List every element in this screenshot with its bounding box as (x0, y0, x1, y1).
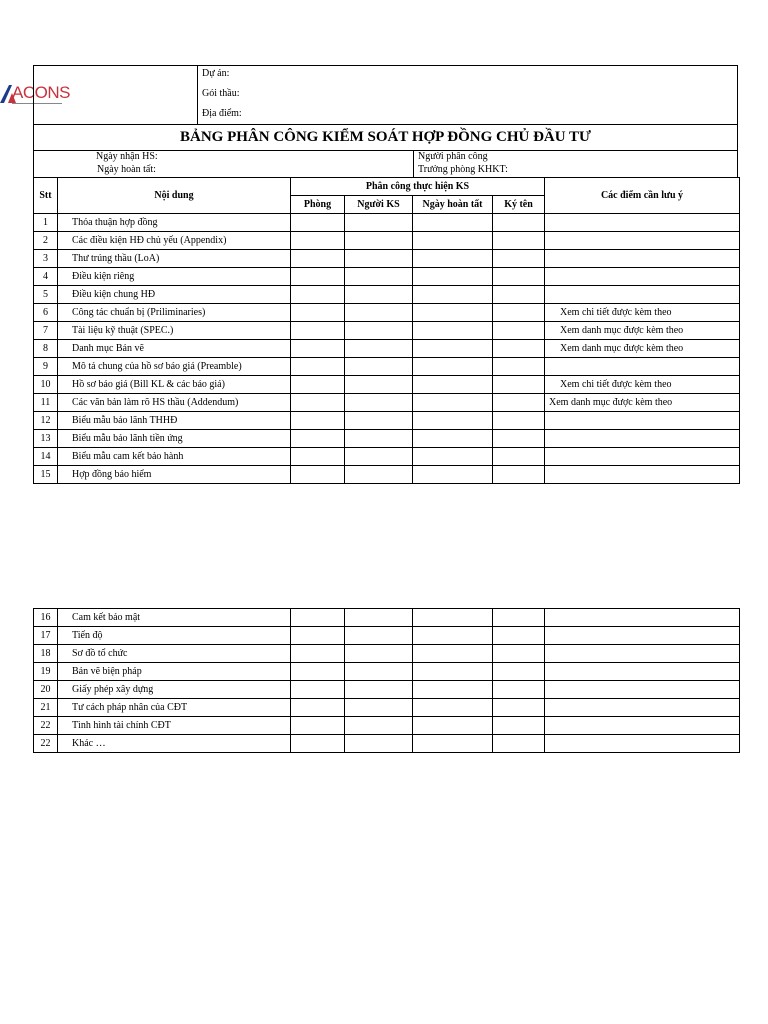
row-person-cell (345, 376, 413, 394)
row-signature-cell (493, 250, 545, 268)
row-signature-cell (493, 232, 545, 250)
row-department-cell (291, 663, 345, 681)
row-signature-cell (493, 394, 545, 412)
row-signature-cell (493, 645, 545, 663)
info-divider (413, 150, 414, 178)
row-stt: 17 (34, 627, 58, 645)
row-department-cell (291, 609, 345, 627)
table-row (34, 645, 740, 663)
row-department-cell (291, 358, 345, 376)
row-note (545, 717, 740, 735)
row-signature-cell (493, 430, 545, 448)
row-signature-cell (493, 214, 545, 232)
row-stt: 1 (34, 214, 58, 232)
row-stt: 16 (34, 609, 58, 627)
table-row (34, 232, 740, 250)
table-row (34, 430, 740, 448)
table-row (34, 448, 740, 466)
row-person-cell (345, 430, 413, 448)
row-content: Tài liệu kỹ thuật (SPEC.) (58, 322, 291, 340)
row-stt: 12 (34, 412, 58, 430)
row-note (545, 466, 740, 484)
project-label: Dự án: (202, 68, 230, 79)
row-person-cell (345, 627, 413, 645)
row-content: Các điều kiện HĐ chủ yếu (Appendix) (58, 232, 291, 250)
row-done-date-cell (413, 286, 493, 304)
row-person-cell (345, 214, 413, 232)
table-row (34, 340, 740, 358)
row-person-cell (345, 358, 413, 376)
row-note (545, 250, 740, 268)
row-stt: 22 (34, 735, 58, 753)
row-content: Mô tả chung của hồ sơ báo giá (Preamble) (58, 358, 291, 376)
row-department-cell (291, 250, 345, 268)
row-note (545, 430, 740, 448)
row-person-cell (345, 645, 413, 663)
row-department-cell (291, 627, 345, 645)
row-person-cell (345, 717, 413, 735)
row-person-cell (345, 609, 413, 627)
table-row (34, 214, 740, 232)
row-done-date-cell (413, 663, 493, 681)
row-stt: 2 (34, 232, 58, 250)
row-department-cell (291, 232, 345, 250)
row-stt: 3 (34, 250, 58, 268)
row-stt: 5 (34, 286, 58, 304)
department-head-label: Trưởng phòng KHKT: (418, 164, 508, 175)
row-stt: 7 (34, 322, 58, 340)
column-header-person: Người KS (345, 196, 413, 214)
row-done-date-cell (413, 322, 493, 340)
row-content: Cam kết bảo mật (58, 609, 291, 627)
table-row (34, 322, 740, 340)
row-done-date-cell (413, 376, 493, 394)
page-title: BẢNG PHÂN CÔNG KIỂM SOÁT HỢP ĐỒNG CHỦ ĐẦU TƯ (33, 124, 738, 151)
row-department-cell (291, 304, 345, 322)
row-person-cell (345, 394, 413, 412)
table-row (34, 681, 740, 699)
row-person-cell (345, 304, 413, 322)
row-stt: 22 (34, 717, 58, 735)
row-person-cell (345, 232, 413, 250)
row-done-date-cell (413, 358, 493, 376)
row-signature-cell (493, 286, 545, 304)
row-department-cell (291, 412, 345, 430)
row-content: Biểu mẫu cam kết bảo hành (58, 448, 291, 466)
row-person-cell (345, 340, 413, 358)
row-department-cell (291, 448, 345, 466)
row-done-date-cell (413, 466, 493, 484)
completed-date-label: Ngày hoàn tất: (97, 164, 156, 175)
table-row (34, 286, 740, 304)
row-content: Các văn bản làm rõ HS thầu (Addendum) (58, 394, 291, 412)
row-person-cell (345, 322, 413, 340)
row-note (545, 663, 740, 681)
package-label: Gói thầu: (202, 88, 240, 99)
row-content: Hồ sơ báo giá (Bill KL & các báo giá) (58, 376, 291, 394)
column-header-assignment: Phân công thực hiện KS (291, 178, 545, 196)
row-note: Xem chi tiết được kèm theo (545, 304, 740, 322)
table-row (34, 268, 740, 286)
row-note (545, 286, 740, 304)
row-content: Hợp đồng bảo hiểm (58, 466, 291, 484)
row-done-date-cell (413, 214, 493, 232)
row-done-date-cell (413, 735, 493, 753)
row-content: Biểu mẫu bảo lãnh tiền ứng (58, 430, 291, 448)
location-label: Địa điểm: (202, 108, 242, 119)
row-department-cell (291, 466, 345, 484)
row-note (545, 609, 740, 627)
column-header-signature: Ký tên (493, 196, 545, 214)
row-note (545, 645, 740, 663)
row-content: Công tác chuẩn bị (Priliminaries) (58, 304, 291, 322)
row-stt: 8 (34, 340, 58, 358)
row-note (545, 358, 740, 376)
header-box (33, 65, 738, 125)
header-divider (197, 65, 198, 125)
row-note (545, 681, 740, 699)
row-department-cell (291, 717, 345, 735)
row-done-date-cell (413, 645, 493, 663)
row-content: Tiến độ (58, 627, 291, 645)
row-department-cell (291, 699, 345, 717)
row-stt: 14 (34, 448, 58, 466)
row-department-cell (291, 681, 345, 699)
row-done-date-cell (413, 681, 493, 699)
row-content: Thỏa thuận hợp đồng (58, 214, 291, 232)
row-note (545, 412, 740, 430)
row-content: Tư cách pháp nhân của CĐT (58, 699, 291, 717)
row-content: Điều kiện chung HĐ (58, 286, 291, 304)
row-stt: 20 (34, 681, 58, 699)
row-stt: 13 (34, 430, 58, 448)
row-stt: 9 (34, 358, 58, 376)
row-done-date-cell (413, 394, 493, 412)
row-department-cell (291, 214, 345, 232)
row-department-cell (291, 286, 345, 304)
table-row (34, 304, 740, 322)
row-signature-cell (493, 412, 545, 430)
row-person-cell (345, 268, 413, 286)
row-signature-cell (493, 699, 545, 717)
row-signature-cell (493, 681, 545, 699)
row-stt: 21 (34, 699, 58, 717)
row-note: Xem chi tiết được kèm theo (545, 376, 740, 394)
row-department-cell (291, 394, 345, 412)
row-content: Thư trúng thầu (LoA) (58, 250, 291, 268)
row-signature-cell (493, 448, 545, 466)
received-date-label: Ngày nhận HS: (96, 151, 158, 162)
table-row (34, 663, 740, 681)
assignment-table-continued (33, 608, 740, 753)
row-note (545, 735, 740, 753)
row-done-date-cell (413, 304, 493, 322)
table-row (34, 376, 740, 394)
row-signature-cell (493, 717, 545, 735)
row-stt: 15 (34, 466, 58, 484)
row-note (545, 699, 740, 717)
table-row (34, 358, 740, 376)
row-done-date-cell (413, 340, 493, 358)
table-row (34, 735, 740, 753)
row-signature-cell (493, 735, 545, 753)
row-signature-cell (493, 268, 545, 286)
row-content: Tình hình tài chính CĐT (58, 717, 291, 735)
row-person-cell (345, 250, 413, 268)
row-signature-cell (493, 466, 545, 484)
row-note: Xem danh mục được kèm theo (545, 322, 740, 340)
table-row (34, 394, 740, 412)
row-note: Xem danh mục được kèm theo (545, 394, 740, 412)
row-done-date-cell (413, 448, 493, 466)
assigner-label: Người phân công (418, 151, 488, 162)
table-row (34, 717, 740, 735)
table-row (34, 627, 740, 645)
row-person-cell (345, 735, 413, 753)
row-stt: 4 (34, 268, 58, 286)
table-row (34, 699, 740, 717)
table-row (34, 609, 740, 627)
row-content: Giấy phép xây dựng (58, 681, 291, 699)
row-person-cell (345, 699, 413, 717)
row-signature-cell (493, 304, 545, 322)
row-done-date-cell (413, 412, 493, 430)
row-department-cell (291, 735, 345, 753)
row-note (545, 214, 740, 232)
row-person-cell (345, 412, 413, 430)
row-signature-cell (493, 376, 545, 394)
column-header-notes: Các điểm cần lưu ý (545, 178, 740, 214)
row-person-cell (345, 466, 413, 484)
table-row (34, 412, 740, 430)
row-done-date-cell (413, 627, 493, 645)
row-note (545, 448, 740, 466)
logo-text: ACONS (12, 83, 70, 102)
row-signature-cell (493, 340, 545, 358)
row-department-cell (291, 322, 345, 340)
row-done-date-cell (413, 250, 493, 268)
row-person-cell (345, 663, 413, 681)
assignment-table (33, 177, 740, 484)
column-header-stt: Stt (34, 178, 58, 214)
row-stt: 19 (34, 663, 58, 681)
row-department-cell (291, 268, 345, 286)
row-done-date-cell (413, 232, 493, 250)
column-header-done-date: Ngày hoàn tất (413, 196, 493, 214)
row-department-cell (291, 430, 345, 448)
row-done-date-cell (413, 609, 493, 627)
row-signature-cell (493, 609, 545, 627)
row-done-date-cell (413, 717, 493, 735)
row-department-cell (291, 376, 345, 394)
row-done-date-cell (413, 699, 493, 717)
row-person-cell (345, 681, 413, 699)
row-note (545, 232, 740, 250)
row-content: Khác … (58, 735, 291, 753)
row-content: Bản vẽ biện pháp (58, 663, 291, 681)
row-content: Sơ đồ tổ chức (58, 645, 291, 663)
table-row (34, 250, 740, 268)
row-stt: 6 (34, 304, 58, 322)
row-note (545, 627, 740, 645)
row-note (545, 268, 740, 286)
row-department-cell (291, 645, 345, 663)
row-note: Xem danh mục được kèm theo (545, 340, 740, 358)
row-content: Danh mục Bản vẽ (58, 340, 291, 358)
table-row (34, 466, 740, 484)
row-person-cell (345, 448, 413, 466)
row-person-cell (345, 286, 413, 304)
row-department-cell (291, 340, 345, 358)
column-header-department: Phòng (291, 196, 345, 214)
row-signature-cell (493, 627, 545, 645)
row-stt: 18 (34, 645, 58, 663)
row-done-date-cell (413, 430, 493, 448)
row-content: Điều kiện riêng (58, 268, 291, 286)
row-signature-cell (493, 663, 545, 681)
row-signature-cell (493, 322, 545, 340)
row-done-date-cell (413, 268, 493, 286)
row-stt: 10 (34, 376, 58, 394)
row-content: Biểu mẫu bảo lãnh THHĐ (58, 412, 291, 430)
row-signature-cell (493, 358, 545, 376)
column-header-content: Nội dung (58, 178, 291, 214)
row-stt: 11 (34, 394, 58, 412)
